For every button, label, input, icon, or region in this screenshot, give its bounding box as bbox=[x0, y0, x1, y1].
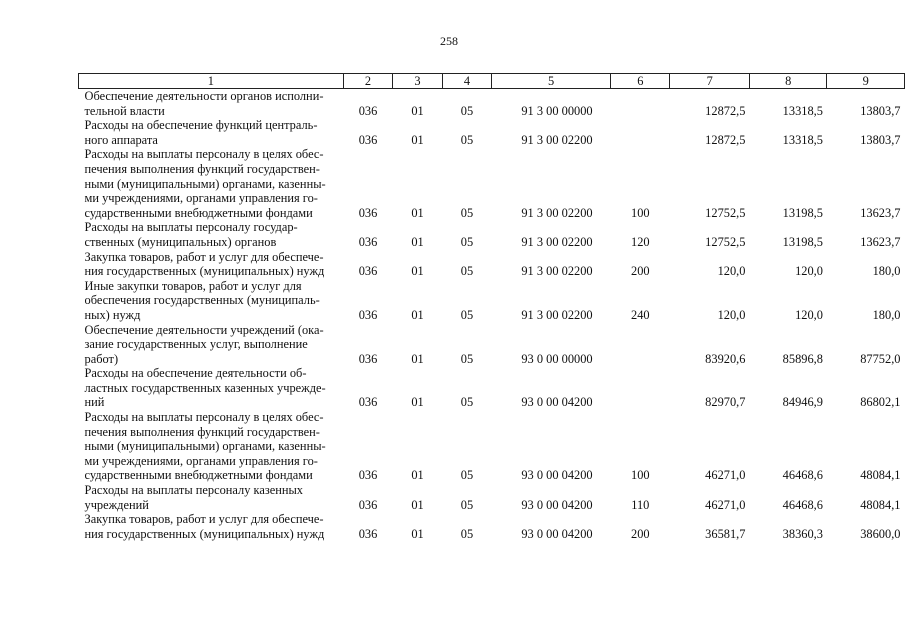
expense-name-line: Обеспечение деятельности органов исполни- bbox=[84, 89, 324, 103]
table-row bbox=[79, 250, 905, 279]
subsection-cell: 05 bbox=[460, 132, 474, 147]
section-cell: 01 bbox=[411, 132, 424, 147]
expense-name-line: печения выполнения функций государствен- bbox=[84, 424, 320, 439]
amount-year2-cell: 120,0 bbox=[795, 264, 823, 279]
amount-year2-cell: 13318,5 bbox=[782, 103, 823, 118]
target-article-cell: 93 0 00 00000 bbox=[521, 351, 593, 366]
amount-year3-cell: 48084,1 bbox=[860, 468, 901, 483]
expense-name-line: Обеспечение деятельности учреждений (ока- bbox=[84, 322, 324, 337]
target-article-cell: 91 3 00 02200 bbox=[521, 234, 593, 249]
subsection-cell: 05 bbox=[460, 307, 474, 322]
expense-name-line: ственных (муниципальных) органов bbox=[84, 234, 277, 249]
subsection-cell: 05 bbox=[460, 234, 474, 249]
expense-type-cell: 110 bbox=[631, 497, 650, 512]
amount-year2-cell: 13318,5 bbox=[782, 132, 823, 147]
subsection-cell: 05 bbox=[460, 468, 474, 483]
section-cell: 01 bbox=[411, 307, 424, 322]
expense-name-cell bbox=[79, 279, 344, 323]
expense-name-line: обеспечения государственных (муниципаль- bbox=[84, 293, 320, 308]
amount-year2-cell: 13198,5 bbox=[782, 205, 823, 220]
expense-name-line: ного аппарата bbox=[84, 132, 158, 147]
column-header: 6 bbox=[611, 74, 670, 89]
expense-name-line: ными (муниципальными) органами, казенны- bbox=[84, 176, 326, 191]
subsection-cell: 05 bbox=[460, 264, 474, 279]
expense-name-line: Расходы на обеспечение функций централь- bbox=[84, 118, 318, 133]
subsection-cell: 05 bbox=[460, 526, 474, 541]
target-article-cell: 93 0 00 04200 bbox=[521, 468, 593, 483]
expense-name-cell bbox=[79, 366, 344, 410]
expense-name-cell bbox=[79, 250, 344, 279]
amount-year2-cell: 38360,3 bbox=[782, 526, 823, 541]
expense-name-cell bbox=[79, 147, 344, 220]
amount-year2-cell: 46468,6 bbox=[782, 497, 823, 512]
target-article-cell: 91 3 00 02200 bbox=[521, 205, 593, 220]
table-row bbox=[79, 366, 905, 410]
amount-year1-cell: 83920,6 bbox=[705, 351, 746, 366]
section-cell: 01 bbox=[411, 526, 424, 541]
expense-name-line: Расходы на выплаты персоналу государ- bbox=[84, 220, 298, 235]
amount-year2-cell: 13198,5 bbox=[782, 234, 823, 249]
header-row bbox=[79, 74, 905, 89]
admin-code-cell: 036 bbox=[358, 264, 378, 279]
amount-year3-cell: 38600,0 bbox=[860, 526, 901, 541]
amount-year3-cell: 86802,1 bbox=[860, 395, 901, 410]
expense-name-line: ных) нужд bbox=[84, 307, 141, 322]
budget-table bbox=[78, 73, 905, 541]
amount-year3-cell: 180,0 bbox=[872, 307, 901, 322]
expense-name-line: ми учреждениями, органами управления го- bbox=[84, 453, 318, 468]
target-article-cell: 91 3 00 02200 bbox=[521, 264, 593, 279]
admin-code-cell: 036 bbox=[358, 103, 378, 118]
expense-name-line: Иные закупки товаров, работ и услуг для bbox=[84, 278, 302, 293]
amount-year1-cell: 12752,5 bbox=[705, 234, 746, 249]
expense-name-line: сударственными внебюджетными фондами bbox=[84, 205, 313, 220]
expense-name-cell bbox=[79, 89, 344, 119]
amount-year3-cell: 13803,7 bbox=[860, 132, 901, 147]
table-row bbox=[79, 512, 905, 541]
column-header: 1 bbox=[79, 74, 344, 89]
table-row bbox=[79, 410, 905, 483]
amount-year1-cell: 12872,5 bbox=[705, 132, 746, 147]
amount-year1-cell: 36581,7 bbox=[705, 526, 746, 541]
expense-name-line: Расходы на выплаты персоналу в целях обес- bbox=[84, 410, 324, 425]
amount-year1-cell: 120,0 bbox=[717, 264, 746, 279]
expense-name-line: учреждений bbox=[84, 497, 149, 512]
column-header: 4 bbox=[442, 74, 491, 89]
admin-code-cell: 036 bbox=[358, 497, 378, 512]
expense-name-cell bbox=[79, 323, 344, 367]
section-cell: 01 bbox=[411, 468, 424, 483]
target-article-cell: 93 0 00 04200 bbox=[521, 497, 593, 512]
expense-name-line: работ) bbox=[84, 351, 119, 366]
amount-year3-cell: 48084,1 bbox=[860, 497, 901, 512]
amount-year3-cell: 13803,7 bbox=[860, 103, 901, 118]
column-header: 9 bbox=[827, 74, 905, 89]
subsection-cell: 05 bbox=[460, 351, 474, 366]
expense-name-line: сударственными внебюджетными фондами bbox=[84, 468, 313, 483]
expense-name-line: Расходы на выплаты персоналу казенных bbox=[84, 483, 303, 498]
expense-type-cell bbox=[611, 118, 670, 147]
amount-year3-cell: 87752,0 bbox=[860, 351, 901, 366]
expense-type-cell bbox=[611, 89, 670, 119]
expense-name-line: Расходы на обеспечение деятельности об- bbox=[84, 366, 307, 381]
amount-year1-cell: 46271,0 bbox=[705, 497, 746, 512]
expense-name-line: ми учреждениями, органами управления го- bbox=[84, 191, 318, 206]
table-row bbox=[79, 279, 905, 323]
expense-name-line: ний bbox=[84, 395, 105, 410]
target-article-cell: 93 0 00 04200 bbox=[521, 395, 593, 410]
subsection-cell: 05 bbox=[460, 497, 474, 512]
column-header: 8 bbox=[749, 74, 827, 89]
amount-year2-cell: 120,0 bbox=[795, 307, 823, 322]
expense-name-cell bbox=[79, 410, 344, 483]
target-article-cell: 91 3 00 02200 bbox=[521, 132, 593, 147]
section-cell: 01 bbox=[411, 234, 424, 249]
expense-type-cell: 240 bbox=[631, 307, 650, 322]
table-row bbox=[79, 323, 905, 367]
subsection-cell: 05 bbox=[460, 205, 474, 220]
column-header: 5 bbox=[492, 74, 611, 89]
expense-type-cell bbox=[611, 366, 670, 410]
admin-code-cell: 036 bbox=[358, 132, 378, 147]
table-row bbox=[79, 89, 905, 119]
expense-name-line: ными (муниципальными) органами, казенны- bbox=[84, 439, 326, 454]
section-cell: 01 bbox=[411, 264, 424, 279]
section-cell: 01 bbox=[411, 351, 424, 366]
amount-year1-cell: 82970,7 bbox=[705, 395, 746, 410]
column-header: 7 bbox=[670, 74, 749, 89]
expense-type-cell: 120 bbox=[631, 234, 650, 249]
admin-code-cell: 036 bbox=[358, 205, 378, 220]
page-number: 258 bbox=[440, 34, 458, 48]
table-row bbox=[79, 118, 905, 147]
amount-year1-cell: 12752,5 bbox=[705, 205, 746, 220]
amount-year3-cell: 180,0 bbox=[872, 264, 901, 279]
expense-name-line: Закупка товаров, работ и услуг для обеспече- bbox=[84, 512, 324, 527]
expense-name-line: ластных государственных казенных учрежде- bbox=[84, 380, 326, 395]
expense-name-line: зание государственных услуг, выполнение bbox=[84, 337, 308, 352]
admin-code-cell: 036 bbox=[358, 234, 378, 249]
table-row bbox=[79, 147, 905, 220]
amount-year1-cell: 46271,0 bbox=[705, 468, 746, 483]
section-cell: 01 bbox=[411, 395, 424, 410]
admin-code-cell: 036 bbox=[358, 526, 378, 541]
target-article-cell: 91 3 00 02200 bbox=[521, 307, 593, 322]
amount-year1-cell: 12872,5 bbox=[705, 103, 746, 118]
column-header: 3 bbox=[393, 74, 442, 89]
expense-name-line: Расходы на выплаты персоналу в целях обес- bbox=[84, 147, 324, 162]
expense-name-cell bbox=[79, 118, 344, 147]
expense-type-cell: 100 bbox=[631, 205, 650, 220]
expense-name-line: ния государственных (муниципальных) нужд bbox=[84, 264, 325, 279]
column-header: 2 bbox=[343, 74, 393, 89]
expense-name-line: ния государственных (муниципальных) нужд bbox=[84, 526, 325, 541]
section-cell: 01 bbox=[411, 497, 424, 512]
expense-type-cell: 200 bbox=[631, 264, 650, 279]
table-row bbox=[79, 483, 905, 512]
subsection-cell: 05 bbox=[460, 103, 474, 118]
target-article-cell: 91 3 00 00000 bbox=[521, 103, 593, 118]
admin-code-cell: 036 bbox=[358, 395, 378, 410]
expense-type-cell bbox=[611, 323, 670, 367]
section-cell: 01 bbox=[411, 205, 424, 220]
target-article-cell: 93 0 00 04200 bbox=[521, 526, 593, 541]
amount-year2-cell: 46468,6 bbox=[782, 468, 823, 483]
expense-name-cell bbox=[79, 512, 344, 541]
amount-year2-cell: 84946,9 bbox=[782, 395, 823, 410]
admin-code-cell: 036 bbox=[358, 468, 378, 483]
expense-name-cell bbox=[79, 220, 344, 249]
expense-name-line: Закупка товаров, работ и услуг для обеспече- bbox=[84, 249, 324, 264]
expense-name-line: печения выполнения функций государствен- bbox=[84, 161, 320, 176]
table-row bbox=[79, 220, 905, 249]
expense-type-cell: 100 bbox=[631, 468, 650, 483]
table-body bbox=[79, 89, 905, 542]
amount-year3-cell: 13623,7 bbox=[860, 234, 901, 249]
admin-code-cell: 036 bbox=[358, 351, 378, 366]
admin-code-cell: 036 bbox=[358, 307, 378, 322]
amount-year2-cell: 85896,8 bbox=[782, 351, 823, 366]
subsection-cell: 05 bbox=[460, 395, 474, 410]
section-cell: 01 bbox=[411, 103, 424, 118]
amount-year1-cell: 120,0 bbox=[717, 307, 746, 322]
expense-type-cell: 200 bbox=[631, 526, 650, 541]
expense-name-cell bbox=[79, 483, 344, 512]
expense-name-line: тельной власти bbox=[84, 103, 165, 118]
amount-year3-cell: 13623,7 bbox=[860, 205, 901, 220]
